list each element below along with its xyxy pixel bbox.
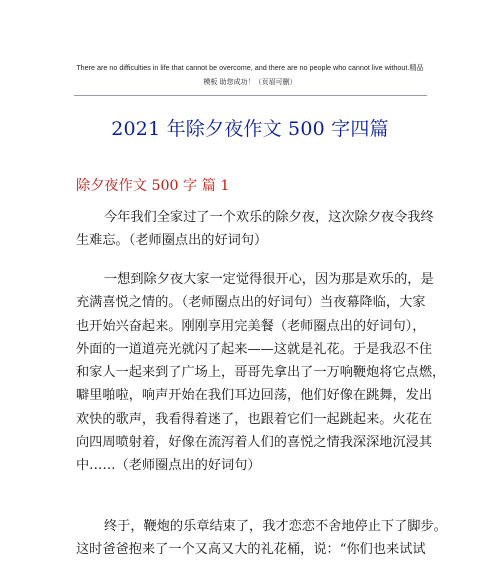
paragraph-line: 和家人一起来到了广场上，哥哥先拿出了一万响鞭炮将它点燃，: [76, 365, 446, 381]
paragraph-line: 这时爸爸抱来了一个又高又大的礼花桶，说：“你们也来试试: [76, 542, 426, 558]
paragraph-2: [76, 268, 446, 478]
paragraph-line: 噼里啪啦，响声开始在我们耳边回荡，他们好像在跳舞，发出: [76, 388, 433, 404]
paragraph-line: 欢快的歌声，我看得着迷了，也跟着它们一起跳起来。火花在: [76, 411, 433, 427]
section-heading: 除夕夜作文 500 字 篇 1: [76, 178, 230, 194]
paragraph-line: 向四周喷射着，好像在流泻着人们的喜悦之情我深深地沉浸其: [76, 435, 433, 451]
paragraph-line: 也开始兴奋起来。刚刚享用完美餐（老师圈点出的好词句），: [76, 318, 426, 334]
header-quote: There are no difficulties in life that cannot be overcome, and there are no people who cannot live without.精品: [76, 63, 424, 72]
paragraph-line: 终于，鞭炮的乐章结束了，我才恋恋不舍地停止下了脚步。: [104, 519, 447, 534]
header-subline: 模板 助您成功！（页眉可删）: [203, 78, 297, 86]
paragraph-line: 今年我们全家过了一个欢乐的除夕夜，这次除夕夜令我终: [104, 210, 434, 225]
paragraph-line: 中……（老师圈点出的好词句）: [76, 458, 261, 474]
paragraph-line: 外面的一道道亮光就闪了起来——这就是礼花。于是我忍不住: [76, 341, 433, 357]
document-title: 2021 年除夕夜作文 500 字四篇: [111, 118, 389, 140]
paragraph-line: 生难忘。（老师圈点出的好词句）: [76, 233, 268, 249]
paragraph-line: 一想到除夕夜大家一定觉得很开心，因为那是欢乐的，是: [104, 272, 434, 287]
paragraph-3: [76, 515, 447, 562]
paragraph-1: [76, 206, 432, 253]
paragraph-line: 充满喜悦之情的。（老师圈点出的好词句）当夜幕降临，大家: [76, 295, 426, 311]
header-divider: [74, 95, 427, 96]
page-header: [60, 61, 440, 89]
